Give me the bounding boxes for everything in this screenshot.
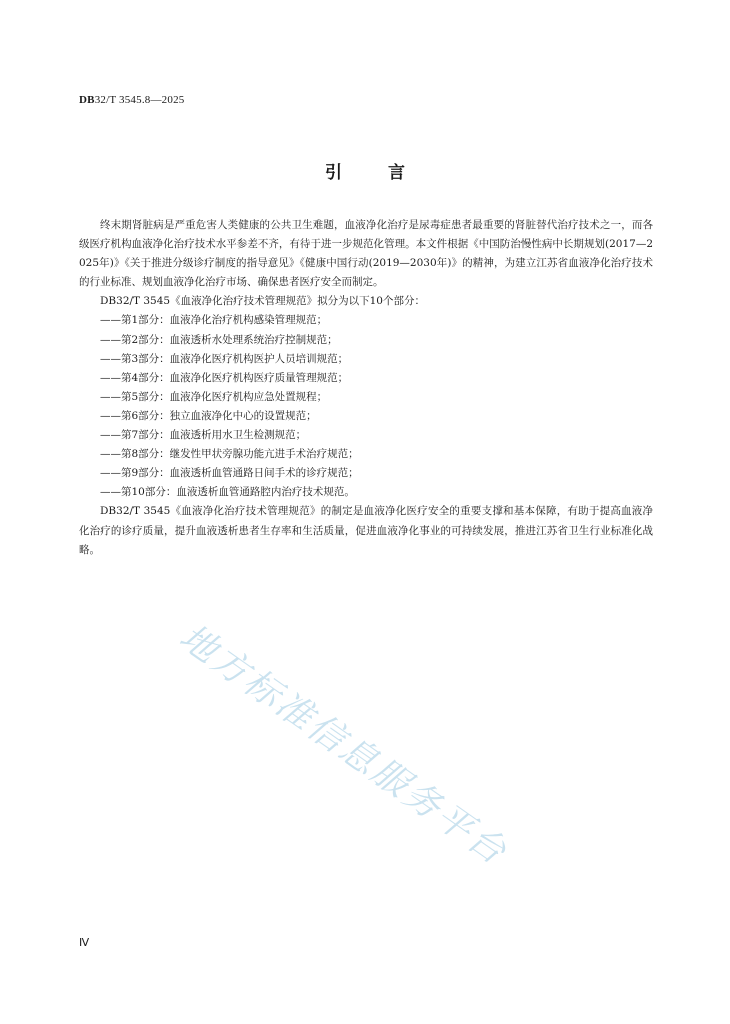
page-title-char-2: 言 bbox=[388, 163, 405, 183]
list-item: ——第2部分：血液透析水处理系统治疗控制规范； bbox=[100, 333, 338, 346]
closing-paragraph: DB32/T 3545《血液净化治疗技术管理规范》的制定是血液净化医疗安全的重要支撑和基本保障，有助于提高血液净化治疗的诊疗质量，提升血液透析患者生存率和生活质量，促进血液净化事业的可持续发展，推进江苏省卫生行业标准化战略。 bbox=[79, 505, 653, 556]
document-code-prefix: DB bbox=[79, 94, 95, 106]
list-item: ——第1部分：血液净化治疗机构感染管理规范； bbox=[100, 314, 328, 327]
list-item: ——第3部分：血液净化医疗机构医护人员培训规范； bbox=[100, 352, 349, 365]
list-item: ——第6部分：独立血液净化中心的设置规范； bbox=[100, 409, 317, 422]
document-body bbox=[79, 216, 653, 560]
list-item: ——第5部分：血液净化医疗机构应急处置规程； bbox=[100, 390, 328, 403]
list-item: ——第8部分：继发性甲状旁腺功能亢进手术治疗规范； bbox=[100, 448, 359, 461]
page-title bbox=[0, 158, 730, 183]
list-item: ——第7部分：血液透析用水卫生检测规范； bbox=[100, 429, 307, 442]
list-item: ——第4部分：血液净化医疗机构医疗质量管理规范； bbox=[100, 371, 349, 384]
page-title-char-1: 引 bbox=[325, 163, 342, 183]
document-code bbox=[79, 94, 184, 106]
intro-paragraph: 终末期肾脏病是严重危害人类健康的公共卫生难题，血液净化治疗是尿毒症患者最重要的肾脏替代治疗技术之一，而各级医疗机构血液净化治疗技术水平参差不齐，有待于进一步规范化管理。本文件根据《中国防治慢性病中长期规划(2017—2025年)》《关于推进分级诊疗制度的指导意见》《健康中国行动(2019—2030年)》的精神，为建立江苏省血液净化治疗技术的行业标准、规划血液净化治疗市场、确保患者医疗安全而制定。 bbox=[79, 219, 653, 289]
parts-list bbox=[79, 311, 653, 502]
list-item: ——第9部分：血液透析血管通路日间手术的诊疗规范； bbox=[100, 467, 359, 480]
parts-intro: DB32/T 3545《血液净化治疗技术管理规范》拟分为以下10个部分： bbox=[100, 295, 425, 308]
page-number: Ⅳ bbox=[79, 937, 90, 949]
watermark-text: 地方标准信息服务平台 bbox=[171, 616, 515, 874]
document-code-number: 32/T 3545.8—2025 bbox=[94, 94, 185, 106]
list-item: ——第10部分：血液透析血管通路腔内治疗技术规范。 bbox=[100, 486, 355, 499]
